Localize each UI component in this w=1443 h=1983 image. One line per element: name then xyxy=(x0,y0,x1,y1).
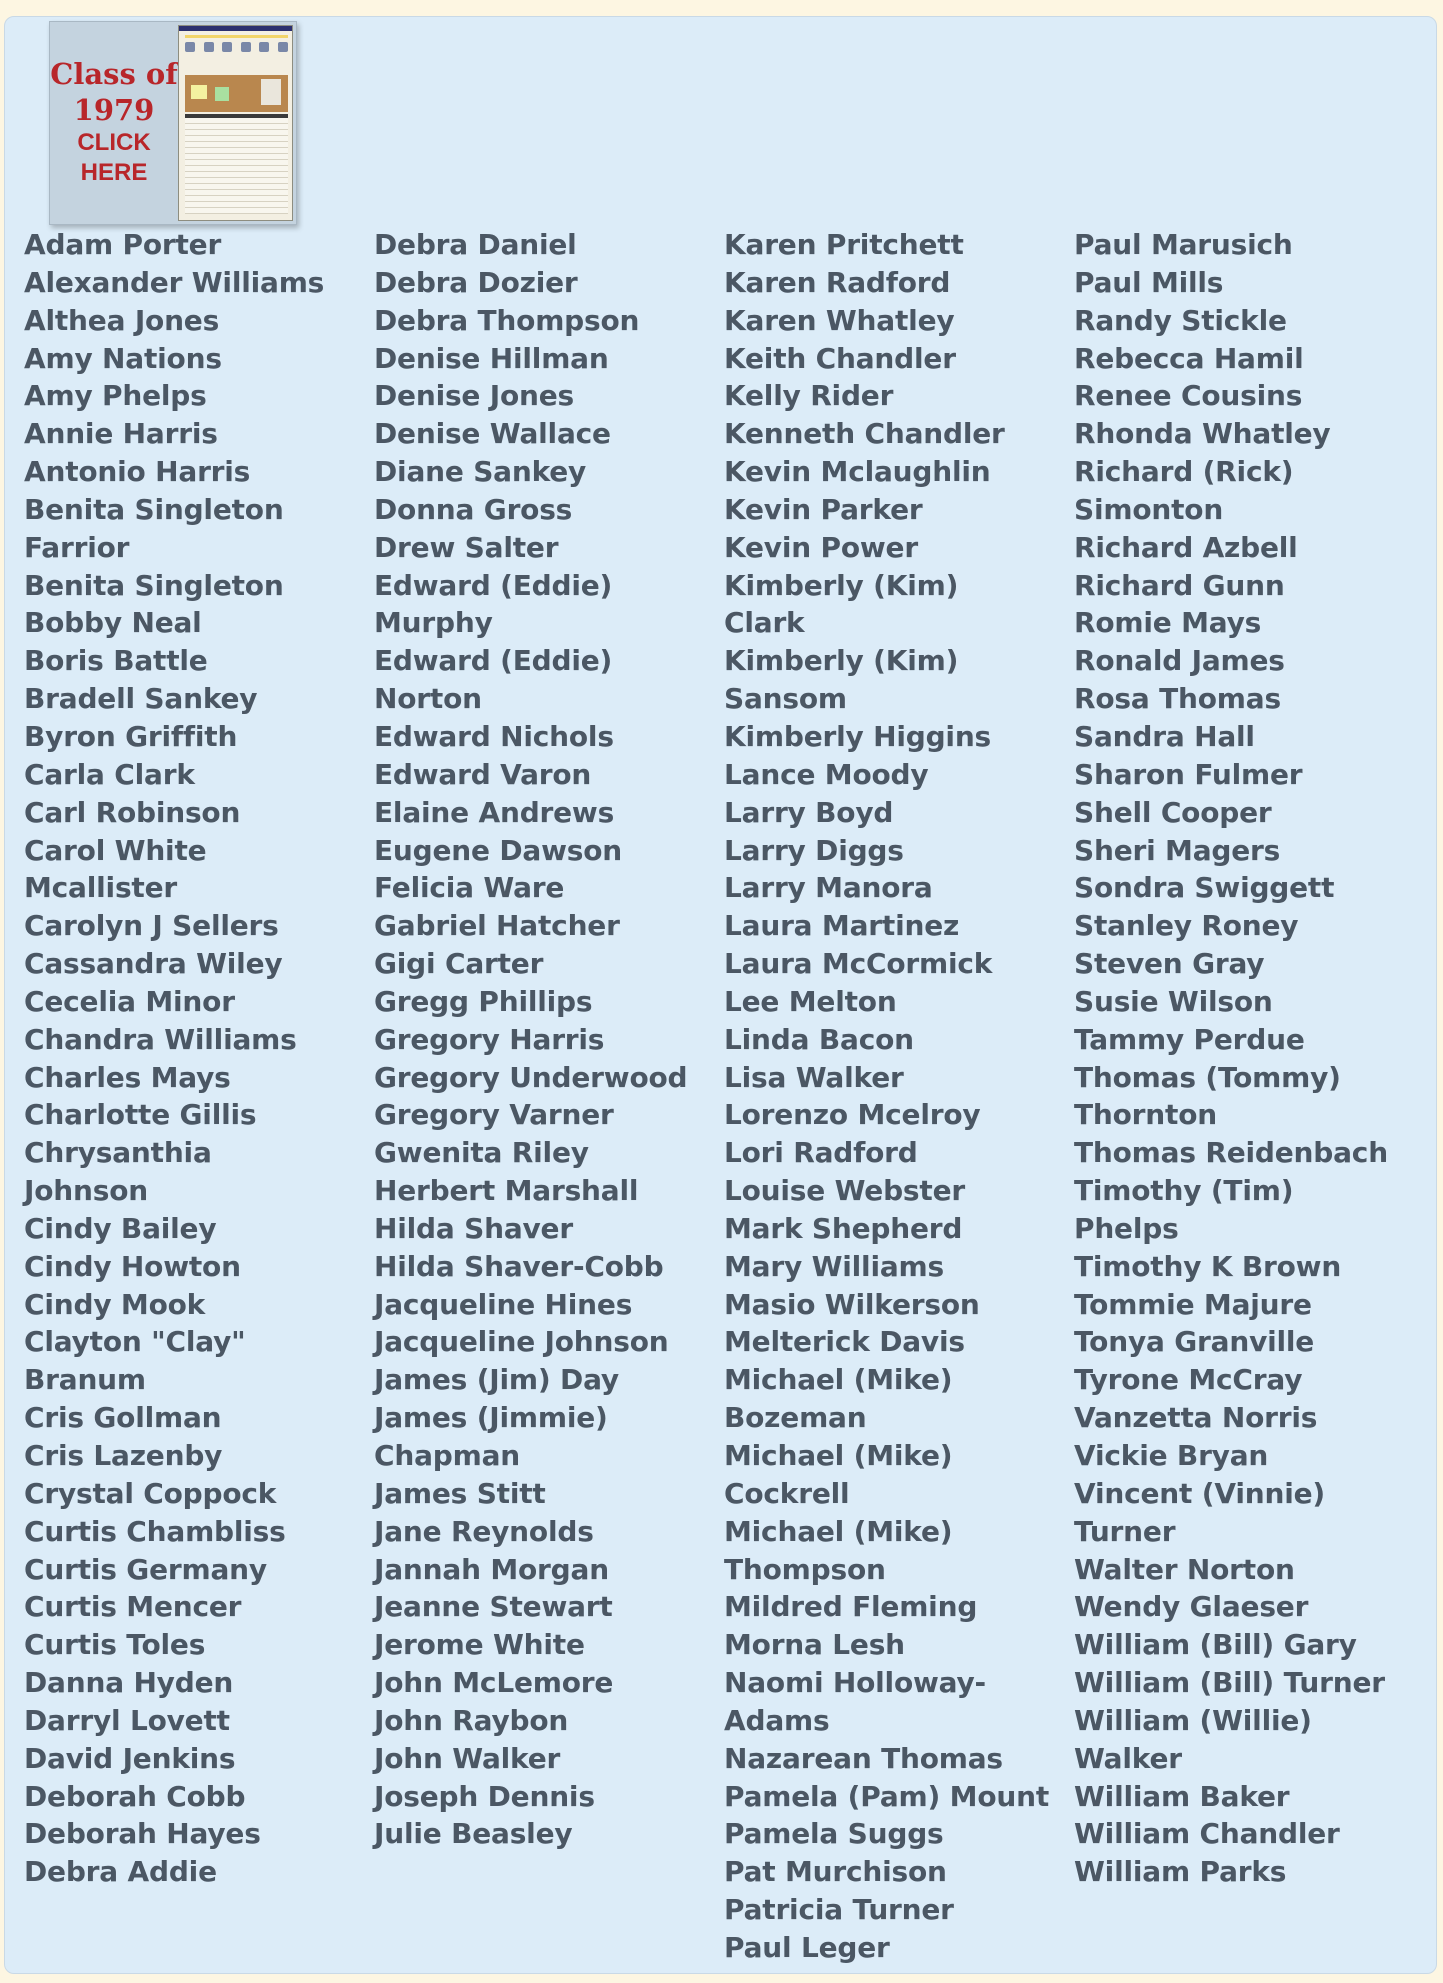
classmate-link[interactable]: David Jenkins xyxy=(24,1741,236,1775)
classmate-link[interactable]: Curtis Chambliss xyxy=(24,1514,286,1548)
classmate-link[interactable]: Turner xyxy=(1074,1514,1176,1548)
classmate-link[interactable]: Richard Gunn xyxy=(1074,568,1285,602)
classmate-link[interactable]: Branum xyxy=(24,1363,146,1397)
classmate-link[interactable]: Carolyn J Sellers xyxy=(24,909,279,943)
classmate-link[interactable]: Sansom xyxy=(724,682,847,716)
classmate-link[interactable]: Jannah Morgan xyxy=(374,1552,609,1586)
classmate-link[interactable]: Pamela Suggs xyxy=(724,1817,944,1851)
classmate-link[interactable]: Randy Stickle xyxy=(1074,303,1287,337)
classmate-link[interactable]: Pamela (Pam) Mount xyxy=(724,1779,1050,1813)
classmate-link[interactable]: Michael (Mike) xyxy=(724,1363,953,1397)
classmate-link[interactable]: William (Bill) Turner xyxy=(1074,1666,1385,1700)
classmate-link[interactable]: Curtis Mencer xyxy=(24,1590,242,1624)
classmate-link[interactable]: Mildred Fleming xyxy=(724,1590,978,1624)
classmate-link[interactable]: Susie Wilson xyxy=(1074,984,1273,1018)
classmate-link[interactable]: Eugene Dawson xyxy=(374,833,623,867)
classmate-link[interactable]: Mark Shepherd xyxy=(724,1211,963,1245)
classmate-link[interactable]: Lance Moody xyxy=(724,757,929,791)
classmate-link[interactable]: Debra Daniel xyxy=(374,228,577,261)
classmate-link[interactable]: Vickie Bryan xyxy=(1074,1439,1269,1472)
classmate-link[interactable]: Tommie Majure xyxy=(1074,1287,1312,1321)
thumbnail-marquee xyxy=(185,35,288,38)
classmate-link[interactable]: Bozeman xyxy=(724,1401,867,1435)
classmate-link[interactable]: Jeanne Stewart xyxy=(374,1590,613,1624)
classmate-link[interactable]: Cecelia Minor xyxy=(24,984,235,1018)
classmate-link[interactable]: Cassandra Wiley xyxy=(24,947,283,981)
classmate-link[interactable]: Naomi Holloway- xyxy=(724,1666,986,1700)
classmate-link[interactable]: Denise Jones xyxy=(374,379,575,413)
classmate-link[interactable]: Alexander Williams xyxy=(24,265,325,299)
classmate-link[interactable]: Sharon Fulmer xyxy=(1074,757,1303,791)
classmate-link[interactable]: Danna Hyden xyxy=(24,1666,234,1700)
classmate-link[interactable]: Gregory Underwood xyxy=(374,1060,688,1094)
classmate-link[interactable]: Karen Whatley xyxy=(724,303,955,337)
classmate-link[interactable]: Laura McCormick xyxy=(724,947,993,981)
classmate-link[interactable]: Michael (Mike) xyxy=(724,1439,953,1472)
classmate-link[interactable]: Debra Thompson xyxy=(374,303,640,337)
website-thumbnail-image xyxy=(178,25,293,221)
classmate-link[interactable]: Tonya Granville xyxy=(1074,1325,1315,1359)
classmate-link[interactable]: Sandra Hall xyxy=(1074,719,1255,753)
classmate-link[interactable]: Gwenita Riley xyxy=(374,1136,589,1170)
banner-line2: 1979 xyxy=(73,93,155,127)
classmate-link[interactable]: Vanzetta Norris xyxy=(1074,1401,1318,1435)
classmate-link[interactable]: Edward Nichols xyxy=(374,719,614,753)
thumbnail-corkboard xyxy=(185,75,288,112)
classmate-link[interactable]: Thomas Reidenbach xyxy=(1074,1136,1388,1170)
classmate-link[interactable]: Carol White xyxy=(24,833,207,867)
classmate-link[interactable]: Hilda Shaver-Cobb xyxy=(374,1249,664,1283)
classmate-link[interactable]: Byron Griffith xyxy=(24,719,238,753)
classmate-link[interactable]: Larry Boyd xyxy=(724,795,894,829)
classmate-link[interactable]: Bradell Sankey xyxy=(24,682,258,716)
classmate-link[interactable]: Shell Cooper xyxy=(1074,795,1272,829)
classmate-link[interactable]: Richard Azbell xyxy=(1074,530,1298,564)
name-column-3 xyxy=(724,226,1074,1967)
classmate-link[interactable]: Curtis Germany xyxy=(24,1552,267,1586)
classmate-link[interactable]: Donna Gross xyxy=(374,492,573,526)
classmate-link[interactable]: Richard (Rick) xyxy=(1074,455,1294,489)
banner-line4: HERE xyxy=(80,159,148,186)
classmate-link[interactable]: Vincent (Vinnie) xyxy=(1074,1476,1325,1510)
classmate-link[interactable]: Chapman xyxy=(374,1439,521,1472)
classmate-link[interactable]: Carla Clark xyxy=(24,757,195,791)
classmate-link[interactable]: Louise Webster xyxy=(724,1174,965,1208)
classmate-link[interactable]: Adam Porter xyxy=(24,228,222,261)
classmate-link[interactable]: Amy Nations xyxy=(24,341,222,375)
classmate-link[interactable]: Lee Melton xyxy=(724,984,897,1018)
banner-text xyxy=(50,56,178,188)
classmate-link[interactable]: John McLemore xyxy=(374,1666,614,1700)
name-column-2 xyxy=(374,226,724,1967)
classmate-link[interactable]: Masio Wilkerson xyxy=(724,1287,980,1321)
classmate-link[interactable]: Karen Radford xyxy=(724,265,951,299)
classmate-link[interactable]: Tyrone McCray xyxy=(1074,1363,1303,1397)
classmate-link[interactable]: Michael (Mike) xyxy=(724,1514,953,1548)
classmate-link[interactable]: Amy Phelps xyxy=(24,379,207,413)
classmate-link[interactable]: Deborah Cobb xyxy=(24,1779,246,1813)
classmate-link[interactable]: Edward (Eddie) xyxy=(374,644,613,678)
classmate-link[interactable]: Jacqueline Hines xyxy=(374,1287,633,1321)
classmate-link[interactable]: William (Willie) xyxy=(1074,1703,1312,1737)
classmate-link[interactable]: Larry Manora xyxy=(724,871,933,905)
classmate-link[interactable]: Cris Gollman xyxy=(24,1401,222,1435)
classmate-link[interactable]: Annie Harris xyxy=(24,417,218,451)
classmate-link[interactable]: Renee Cousins xyxy=(1074,379,1303,413)
classmate-link[interactable]: Lorenzo Mcelroy xyxy=(724,1098,981,1132)
classmate-link[interactable]: Carl Robinson xyxy=(24,795,241,829)
classmate-link[interactable]: Farrior xyxy=(24,530,130,564)
name-column-1 xyxy=(24,226,374,1967)
classmate-link[interactable]: Cockrell xyxy=(724,1476,850,1510)
classmate-link[interactable]: Lori Radford xyxy=(724,1136,918,1170)
classmate-link[interactable]: Sheri Magers xyxy=(1074,833,1281,867)
classmate-link[interactable]: Walter Norton xyxy=(1074,1552,1295,1586)
classmate-link[interactable]: Althea Jones xyxy=(24,303,220,337)
classmate-link[interactable]: Deborah Hayes xyxy=(24,1817,261,1851)
classmate-link[interactable]: Diane Sankey xyxy=(374,455,587,489)
classmate-link[interactable]: Chandra Williams xyxy=(24,1022,297,1056)
classmate-link[interactable]: Cindy Howton xyxy=(24,1249,241,1283)
classmate-link[interactable]: Stanley Roney xyxy=(1074,909,1299,943)
classmate-link[interactable]: Rhonda Whatley xyxy=(1074,417,1331,451)
classmate-link[interactable]: James Stitt xyxy=(374,1476,546,1510)
classmate-link[interactable]: Kelly Rider xyxy=(724,379,894,413)
banner-line1: Class of xyxy=(50,57,178,91)
classmate-link[interactable]: Kimberly (Kim) xyxy=(724,568,959,602)
classmate-link[interactable]: William (Bill) Gary xyxy=(1074,1628,1357,1662)
classmate-link[interactable]: Benita Singleton xyxy=(24,492,284,526)
classmate-link[interactable]: Clayton "Clay" xyxy=(24,1325,246,1359)
classmate-link[interactable]: William Chandler xyxy=(1074,1817,1340,1851)
classmate-link[interactable]: Elaine Andrews xyxy=(374,795,615,829)
classmate-link[interactable]: Melterick Davis xyxy=(724,1325,965,1359)
classmate-link[interactable]: Thompson xyxy=(724,1552,886,1586)
classmate-link[interactable]: Julie Beasley xyxy=(374,1817,573,1851)
classmate-link[interactable]: Denise Wallace xyxy=(374,417,611,451)
classmate-link[interactable]: Gabriel Hatcher xyxy=(374,909,620,943)
classmate-link[interactable]: Kimberly (Kim) xyxy=(724,644,959,678)
classmate-link[interactable]: Adams xyxy=(724,1703,830,1737)
classmate-link[interactable]: Cindy Mook xyxy=(24,1287,206,1321)
classmate-link[interactable]: Paul Marusich xyxy=(1074,228,1293,261)
classmate-link[interactable]: Kevin Power xyxy=(724,530,918,564)
class-of-1979-banner[interactable] xyxy=(49,21,297,225)
classmate-link[interactable]: Timothy K Brown xyxy=(1074,1249,1342,1283)
classmate-link[interactable]: Gregg Phillips xyxy=(374,984,593,1018)
classmate-link[interactable]: Clark xyxy=(724,606,805,640)
classmate-link[interactable]: Gigi Carter xyxy=(374,947,544,981)
classmate-link[interactable]: John Raybon xyxy=(374,1703,569,1737)
classmate-link[interactable]: Gregory Varner xyxy=(374,1098,614,1132)
classmate-link[interactable]: Antonio Harris xyxy=(24,455,251,489)
classmate-link[interactable]: Rebecca Hamil xyxy=(1074,341,1304,375)
classmate-link[interactable]: Lisa Walker xyxy=(724,1060,904,1094)
classmate-link[interactable]: Felicia Ware xyxy=(374,871,565,905)
classmate-link[interactable]: Thornton xyxy=(1074,1098,1217,1132)
classmate-link[interactable]: Rosa Thomas xyxy=(1074,682,1281,716)
classmate-link[interactable]: Jane Reynolds xyxy=(374,1514,594,1548)
classmate-link[interactable]: Kevin Mclaughlin xyxy=(724,455,991,489)
classmate-link[interactable]: Simonton xyxy=(1074,492,1224,526)
classmate-link[interactable]: Edward (Eddie) xyxy=(374,568,613,602)
classmate-link[interactable]: Mary Williams xyxy=(724,1249,944,1283)
classmate-link[interactable]: Kevin Parker xyxy=(724,492,923,526)
classmate-link[interactable]: Paul Leger xyxy=(724,1930,890,1964)
classmate-link[interactable]: Paul Mills xyxy=(1074,265,1224,299)
classmate-link[interactable]: Romie Mays xyxy=(1074,606,1262,640)
classmate-link[interactable]: James (Jimmie) xyxy=(374,1401,608,1435)
classmate-link[interactable]: Jacqueline Johnson xyxy=(374,1325,669,1359)
classmate-link[interactable]: John Walker xyxy=(374,1741,561,1775)
classmate-link[interactable]: Charles Mays xyxy=(24,1060,231,1094)
classmate-link[interactable]: Curtis Toles xyxy=(24,1628,206,1662)
classmate-link[interactable]: Thomas (Tommy) xyxy=(1074,1060,1341,1094)
classmate-link[interactable]: James (Jim) Day xyxy=(374,1363,619,1397)
thumbnail-table xyxy=(185,118,288,214)
classmate-link[interactable]: Timothy (Tim) xyxy=(1074,1174,1294,1208)
classmate-link[interactable]: Chrysanthia xyxy=(24,1136,212,1170)
classmate-link[interactable]: Crystal Coppock xyxy=(24,1476,277,1510)
classmate-link[interactable]: Phelps xyxy=(1074,1211,1179,1245)
classmate-link[interactable]: Drew Salter xyxy=(374,530,559,564)
thumbnail-icons xyxy=(185,42,288,54)
classmate-link[interactable]: Bobby Neal xyxy=(24,606,202,640)
classmate-link[interactable]: Murphy xyxy=(374,606,493,640)
classmate-link[interactable]: Kimberly Higgins xyxy=(724,719,992,753)
classmate-link[interactable]: Laura Martinez xyxy=(724,909,960,943)
classmate-link[interactable]: Sondra Swiggett xyxy=(1074,871,1335,905)
classmate-link[interactable]: Herbert Marshall xyxy=(374,1174,639,1208)
classmate-link[interactable]: Karen Pritchett xyxy=(724,228,964,261)
classmate-link[interactable]: Cris Lazenby xyxy=(24,1439,223,1472)
name-columns xyxy=(24,226,1424,1967)
classmate-link[interactable]: Benita Singleton xyxy=(24,568,284,602)
classmate-link[interactable]: Morna Lesh xyxy=(724,1628,905,1662)
classmate-link[interactable]: Charlotte Gillis xyxy=(24,1098,257,1132)
classmate-link[interactable]: Larry Diggs xyxy=(724,833,904,867)
classmate-link[interactable]: Wendy Glaeser xyxy=(1074,1590,1309,1624)
thumbnail-nav-bar xyxy=(179,26,292,31)
classmate-link[interactable]: Debra Dozier xyxy=(374,265,578,299)
classmate-link[interactable]: Tammy Perdue xyxy=(1074,1022,1305,1056)
classmate-link[interactable]: Darryl Lovett xyxy=(24,1703,230,1737)
classmate-link[interactable]: Ronald James xyxy=(1074,644,1285,678)
classmate-link[interactable]: Keith Chandler xyxy=(724,341,956,375)
classmate-link[interactable]: Kenneth Chandler xyxy=(724,417,1005,451)
classmate-link[interactable]: Hilda Shaver xyxy=(374,1211,573,1245)
classmate-link[interactable]: Nazarean Thomas xyxy=(724,1741,1003,1775)
classmate-link[interactable]: Gregory Harris xyxy=(374,1022,605,1056)
classmate-link[interactable]: William Baker xyxy=(1074,1779,1290,1813)
classmate-link[interactable]: Edward Varon xyxy=(374,757,592,791)
classmate-link[interactable]: Denise Hillman xyxy=(374,341,609,375)
name-column-4 xyxy=(1074,226,1424,1967)
classmate-link[interactable]: Mcallister xyxy=(24,871,177,905)
classmate-link[interactable]: Jerome White xyxy=(374,1628,585,1662)
classmate-link[interactable]: Boris Battle xyxy=(24,644,208,678)
classmate-link[interactable]: Norton xyxy=(374,682,482,716)
classmate-link[interactable]: William Parks xyxy=(1074,1855,1287,1889)
classmate-link[interactable]: Debra Addie xyxy=(24,1855,217,1889)
classmate-link[interactable]: Patricia Turner xyxy=(724,1893,954,1927)
classmate-link[interactable]: Pat Murchison xyxy=(724,1855,947,1889)
classmate-link[interactable]: Linda Bacon xyxy=(724,1022,914,1056)
classmate-link[interactable]: Steven Gray xyxy=(1074,947,1265,981)
classmate-link[interactable]: Cindy Bailey xyxy=(24,1211,217,1245)
classmate-link[interactable]: Johnson xyxy=(24,1174,148,1208)
classmate-link[interactable]: Walker xyxy=(1074,1741,1182,1775)
classmate-link[interactable]: Joseph Dennis xyxy=(374,1779,595,1813)
banner-line3: CLICK xyxy=(77,129,151,156)
